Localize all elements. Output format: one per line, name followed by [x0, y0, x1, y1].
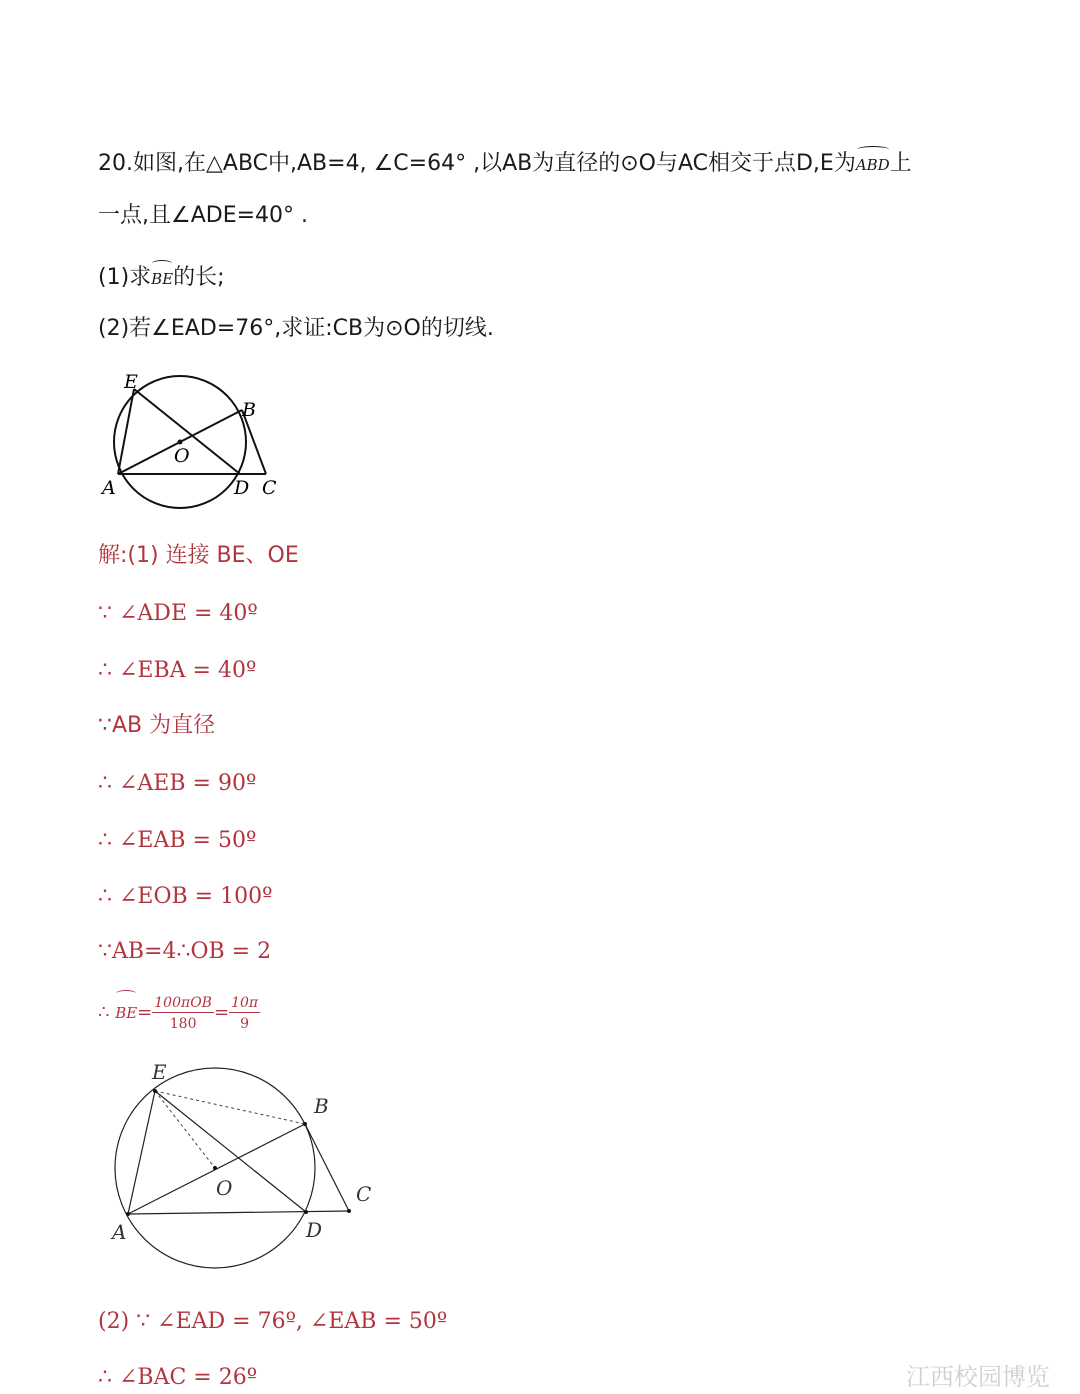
solution-step-7: ∴ ∠EOB = 100º — [98, 884, 273, 909]
segment-ac-2 — [128, 1211, 349, 1214]
label-a-2: A — [112, 1220, 127, 1244]
solution-step-8: ∵AB=4∴OB = 2 — [98, 939, 272, 964]
label-b: B — [242, 399, 256, 421]
label-c: C — [262, 477, 277, 499]
label-e-2: E — [152, 1060, 167, 1084]
watermark: 江西校园博览 — [906, 1363, 1050, 1391]
problem-line-1: 20.如图,在△ABC中,AB=4, ∠C=64° ,以AB为直径的⊙O与AC相交于点D,E为ABD上 — [98, 144, 912, 180]
figure-2 — [98, 1055, 398, 1275]
label-e: E — [124, 371, 138, 393]
solution-step-2: ∵ ∠ADE = 40º — [98, 601, 258, 626]
arc-be: BE — [151, 258, 173, 294]
point-b — [303, 1122, 307, 1126]
label-c-2: C — [356, 1182, 372, 1206]
arc-abd: ABD — [856, 144, 890, 180]
solution-step-11: ∴ ∠BAC = 26º — [98, 1365, 258, 1390]
label-d-2: D — [306, 1218, 323, 1242]
label-a: A — [102, 477, 116, 499]
segment-ae-2 — [128, 1091, 155, 1214]
solution-step-3: ∴ ∠EBA = 40º — [98, 658, 257, 683]
solution-step-1: 解:(1) 连接 BE、OE — [98, 543, 299, 568]
fraction-2: $\frac{10\pi}{9}$ — [231, 994, 259, 1032]
label-o: O — [174, 445, 190, 467]
label-b-2: B — [314, 1094, 329, 1118]
solution-step-10: (2) ∵ ∠EAD = 76º, ∠EAB = 50º — [98, 1309, 448, 1334]
dashed-eb — [155, 1091, 305, 1124]
solution-step-9: ∴ BE= $\frac{\text{100πOB}}{180}$ = $\frac{10\pi}{9}$ — [98, 988, 260, 1033]
point-a — [126, 1212, 130, 1216]
segment-bc-2 — [305, 1124, 349, 1211]
point-d — [304, 1210, 308, 1214]
fraction-1: $\frac{\text{100πOB}}{180}$ — [154, 994, 212, 1032]
label-o-2: O — [216, 1176, 233, 1200]
point-e — [153, 1089, 157, 1093]
figure-1 — [98, 368, 298, 518]
question-1: (1)求BE的长; — [98, 258, 225, 294]
dashed-eo — [155, 1091, 215, 1168]
problem-line-2: 一点,且∠ADE=40° . — [98, 203, 309, 228]
arc-be-solution: BE — [115, 988, 137, 1032]
point-o — [213, 1166, 217, 1170]
question-2: (2)若∠EAD=76°,求证:CB为⊙O的切线. — [98, 316, 494, 341]
solution-step-6: ∴ ∠EAB = 50º — [98, 828, 257, 853]
solution-step-5: ∴ ∠AEB = 90º — [98, 771, 257, 796]
solution-step-4: ∵AB 为直径 — [98, 713, 216, 738]
point-c — [347, 1209, 351, 1213]
center-dot — [178, 440, 183, 445]
label-d: D — [234, 477, 250, 499]
segment-ae — [118, 389, 134, 474]
